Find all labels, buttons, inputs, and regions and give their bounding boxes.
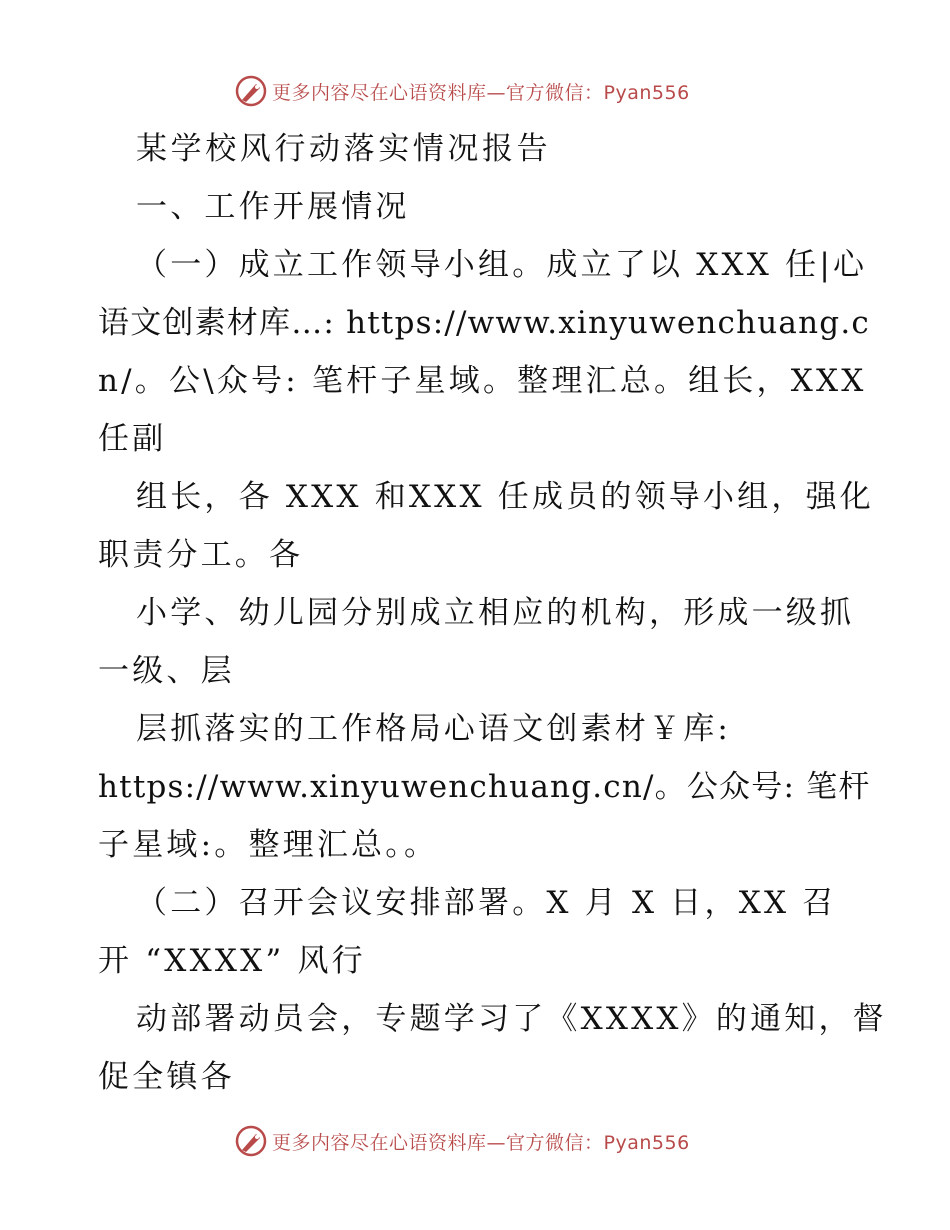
document-body [98,120,887,1106]
paragraph-line: 子星域:。整理汇总。。 [98,827,439,863]
paragraph-line: 一级、层 [98,653,235,689]
paragraph-line: （二）召开会议安排部署。X 月 X 日，XX 召 [136,885,837,921]
header-banner-text: 更多内容尽在心语资料库—官方微信：Pyan556 [272,81,690,104]
paragraph-line: 层抓落实的工作格局心语文创素材￥库: [136,711,732,747]
footer-banner-text: 更多内容尽在心语资料库—官方微信：Pyan556 [272,1131,690,1154]
footer-banner [234,1124,690,1158]
pen-logo-icon [234,1124,268,1158]
paragraph-line: 开 “XXXX” 风行 [98,943,366,979]
paragraph-line: n/。公\众号: 笔杆子星域。整理汇总。组长，XXX [98,363,867,399]
header-banner [234,74,690,108]
paragraph-line: 小学、幼儿园分别成立相应的机构，形成一级抓 [136,595,855,631]
paragraph-line: https://www.xinyuwenchuang.cn/。公众号: 笔杆 [98,769,871,805]
paragraph-line: 动部署动员会，专题学习了《XXXX》的通知，督 [136,1001,887,1037]
paragraph-line: 促全镇各 [98,1059,235,1095]
paragraph-line: （一）成立工作领导小组。成立了以 XXX 任|心 [136,247,868,283]
pen-logo-icon [234,74,268,108]
section-heading: 一、工作开展情况 [136,189,410,225]
paragraph-line: 语文创素材库…: https://www.xinyuwenchuang.c [98,305,870,341]
paragraph-line: 职责分工。各 [98,537,304,573]
paragraph-line: 任副 [98,421,167,457]
paragraph-line: 组长，各 XXX 和XXX 任成员的领导小组，强化 [136,479,874,515]
document-title: 某学校风行动落实情况报告 [136,131,552,167]
